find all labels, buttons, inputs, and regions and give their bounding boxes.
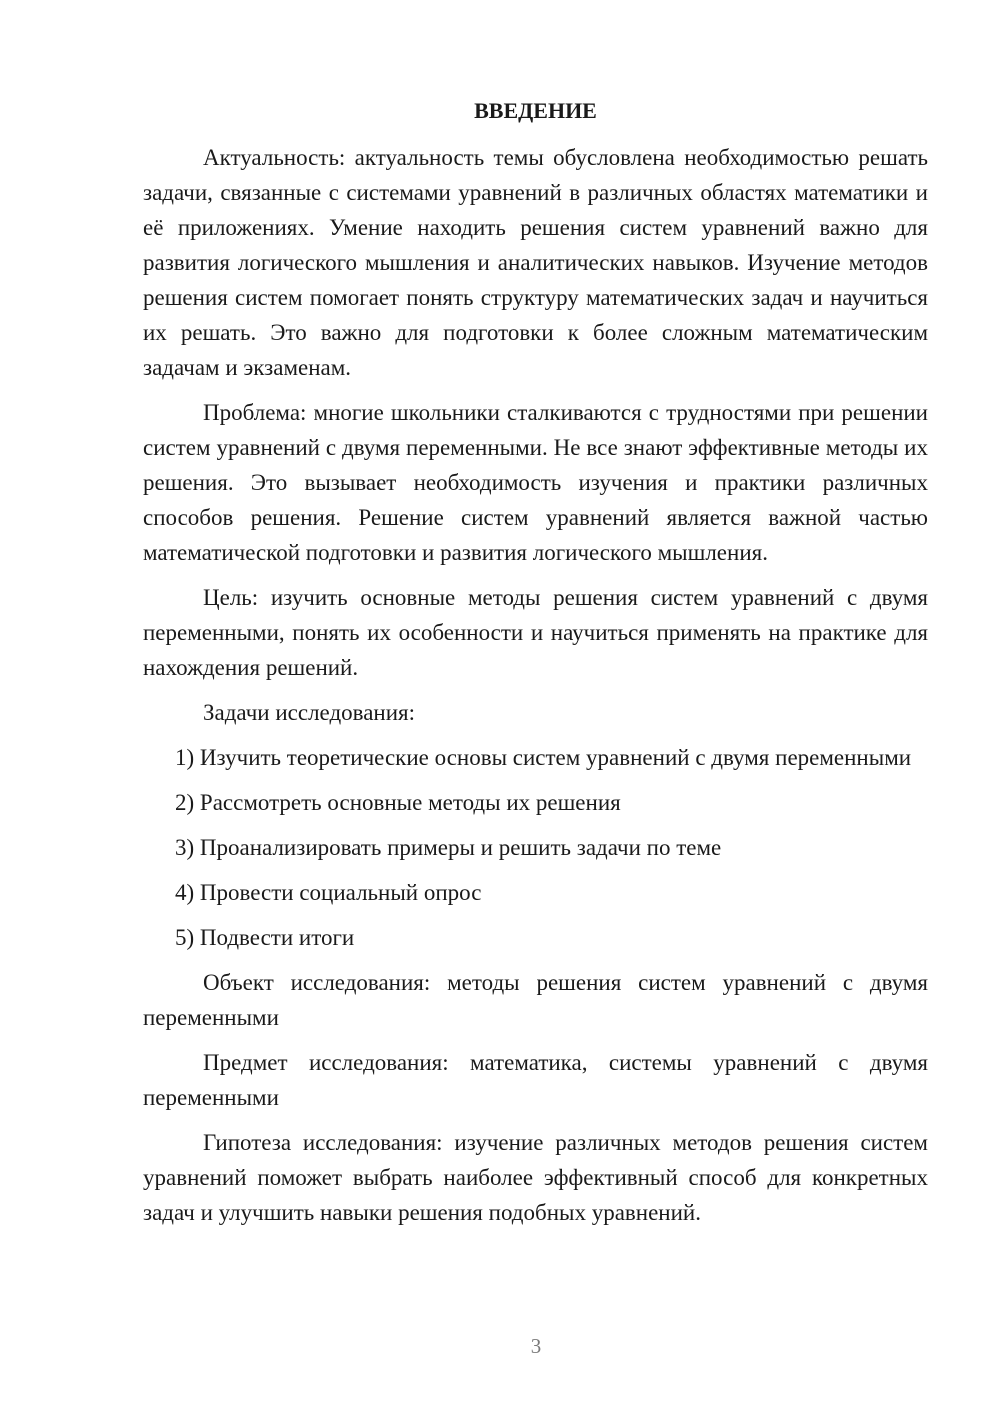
- paragraph-relevance: Актуальность: актуальность темы обусловлена необходимостью решать задачи, связанные с системами уравнений в различных областях математики и её приложениях. Умение находить решения систем уравнений важно для развития логического мышления и аналитических навыков. Изучение методов решения систем помогает понять структуру математических задач и научиться их решать. Это важно для подготовки к более сложным математическим задачам и экзаменам.: [143, 145, 928, 380]
- list-item: 5) Подвести итоги: [175, 925, 355, 950]
- page-content: [143, 94, 928, 1240]
- page-title: ВВЕДЕНИЕ: [474, 98, 597, 123]
- list-item: 1) Изучить теоретические основы систем уравнений с двумя переменными: [175, 745, 912, 770]
- list-item: 4) Провести социальный опрос: [175, 880, 482, 905]
- list-item: 2) Рассмотреть основные методы их решения: [175, 790, 621, 815]
- paragraph-hypothesis: Гипотеза исследования: изучение различных методов решения систем уравнений поможет выбрать наиболее эффективный способ для конкретных задач и улучшить навыки решения подобных уравнений.: [143, 1130, 928, 1225]
- page-number: 3: [530, 1334, 542, 1358]
- paragraph-subject: Предмет исследования: математика, системы уравнений с двумя переменными: [143, 1050, 928, 1110]
- tasks-header: Задачи исследования:: [203, 700, 416, 725]
- paragraph-goal: Цель: изучить основные методы решения систем уравнений с двумя переменными, понять их особенности и научиться применять на практике для нахождения решений.: [143, 585, 928, 680]
- list-item: 3) Проанализировать примеры и решить задачи по теме: [175, 835, 722, 860]
- paragraph-object: Объект исследования: методы решения систем уравнений с двумя переменными: [143, 970, 928, 1030]
- paragraph-problem: Проблема: многие школьники сталкиваются с трудностями при решении систем уравнений с двумя переменными. Не все знают эффективные методы их решения. Это вызывает необходимость изучения и практики различных способов решения. Решение систем уравнений является важной частью математической подготовки и развития логического мышления.: [143, 400, 928, 565]
- tasks-list: [143, 740, 928, 955]
